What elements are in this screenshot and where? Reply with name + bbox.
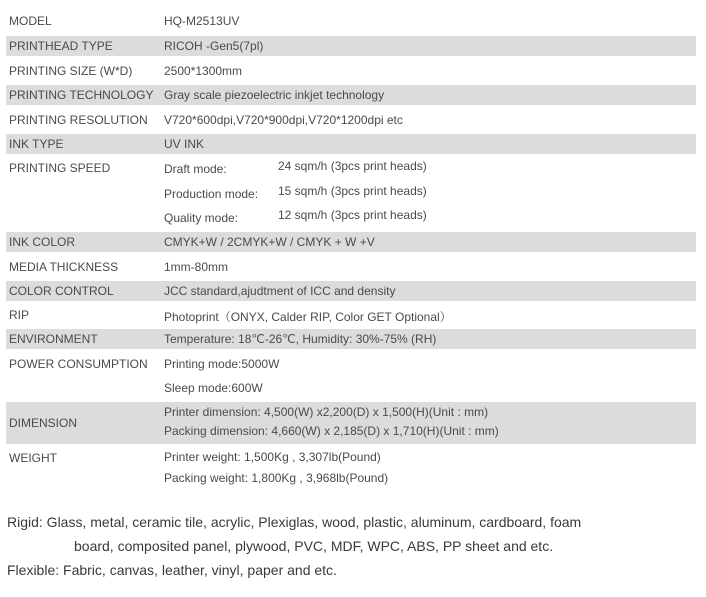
spec-value: Printing mode:5000W: [164, 357, 280, 371]
spec-label: PRINTING SIZE (W*D): [9, 64, 133, 78]
spec-value: V720*600dpi,V720*900dpi,V720*1200dpi etc: [164, 113, 403, 127]
speed-mode-value: 24 sqm/h (3pcs print heads): [278, 159, 427, 173]
spec-label: COLOR CONTROL: [9, 284, 114, 298]
spec-label: INK TYPE: [9, 137, 64, 151]
spec-label: PRINTING TECHNOLOGY: [9, 88, 154, 102]
spec-value: RICOH -Gen5(7pl): [164, 39, 264, 53]
spec-row-ink-color: [6, 232, 696, 252]
spec-value: UV INK: [164, 137, 205, 151]
spec-label: PRINTING SPEED: [9, 161, 111, 175]
speed-mode-label: Production mode:: [164, 187, 259, 201]
spec-label: PRINTHEAD TYPE: [9, 39, 113, 53]
spec-row-printhead: [6, 36, 696, 56]
spec-value: Photoprint（ONYX, Calder RIP, Color GET Optional）: [164, 310, 452, 324]
spec-value: Printer dimension: 4,500(W) x2,200(D) x 1,500(H)(Unit : mm): [164, 405, 489, 419]
spec-value: 1mm-80mm: [164, 260, 229, 274]
spec-label: PRINTING RESOLUTION: [9, 113, 148, 127]
spec-label: RIP: [9, 308, 30, 322]
spec-value: Packing weight: 1,800Kg , 3,968lb(Pound): [164, 471, 389, 485]
spec-label: MEDIA THICKNESS: [9, 260, 119, 274]
spec-row-speed: [6, 156, 696, 232]
spec-row-environment: [6, 329, 696, 349]
spec-value: CMYK+W / 2CMYK+W / CMYK + W +V: [164, 235, 375, 249]
spec-value: JCC standard,ajudtment of ICC and density: [164, 284, 396, 298]
spec-label: WEIGHT: [9, 451, 57, 465]
spec-row-weight: [6, 447, 696, 493]
spec-row-ink-type: [6, 134, 696, 154]
speed-mode-label: Quality mode:: [164, 211, 239, 225]
spec-row-resolution: [6, 109, 696, 131]
spec-value: Temperature: 18℃-26℃, Humidity: 30%-75% (RH): [164, 332, 437, 346]
spec-label: MODEL: [9, 14, 52, 28]
spec-label: INK COLOR: [9, 235, 76, 249]
spec-value: Sleep mode:600W: [164, 381, 263, 395]
spec-row-color-control: [6, 281, 696, 301]
spec-value: Gray scale piezoelectric inkjet technology: [164, 88, 385, 102]
spec-label: ENVIRONMENT: [9, 332, 98, 346]
spec-row-size: [6, 60, 696, 82]
spec-row-power: [6, 352, 696, 400]
spec-label: POWER CONSUMPTION: [9, 357, 148, 371]
spec-label: DIMENSION: [9, 416, 78, 430]
spec-value: Printer weight: 1,500Kg , 3,307lb(Pound): [164, 450, 381, 464]
spec-row-media: [6, 256, 696, 278]
rigid-materials-text: Rigid: Glass, metal, ceramic tile, acrylic, Plexiglas, wood, plastic, aluminum, cardboard, foam: [7, 514, 582, 530]
speed-mode-value: 12 sqm/h (3pcs print heads): [278, 208, 427, 222]
spec-value: HQ-M2513UV: [164, 14, 240, 28]
spec-value: 2500*1300mm: [164, 64, 243, 78]
spec-row-technology: [6, 85, 696, 105]
speed-mode-value: 15 sqm/h (3pcs print heads): [278, 184, 427, 198]
spec-row-dimension: [6, 402, 696, 444]
spec-row-rip: [6, 304, 696, 326]
speed-mode-label: Draft mode:: [164, 162, 227, 176]
flexible-materials-text: Flexible: Fabric, canvas, leather, vinyl, paper and etc.: [7, 562, 337, 578]
rigid-materials-text-cont: board, composited panel, plywood, PVC, MDF, WPC, ABS, PP sheet and etc.: [74, 538, 554, 554]
spec-row-model: [6, 10, 696, 32]
spec-value: Packing dimension: 4,660(W) x 2,185(D) x 1,710(H)(Unit : mm): [164, 424, 499, 438]
